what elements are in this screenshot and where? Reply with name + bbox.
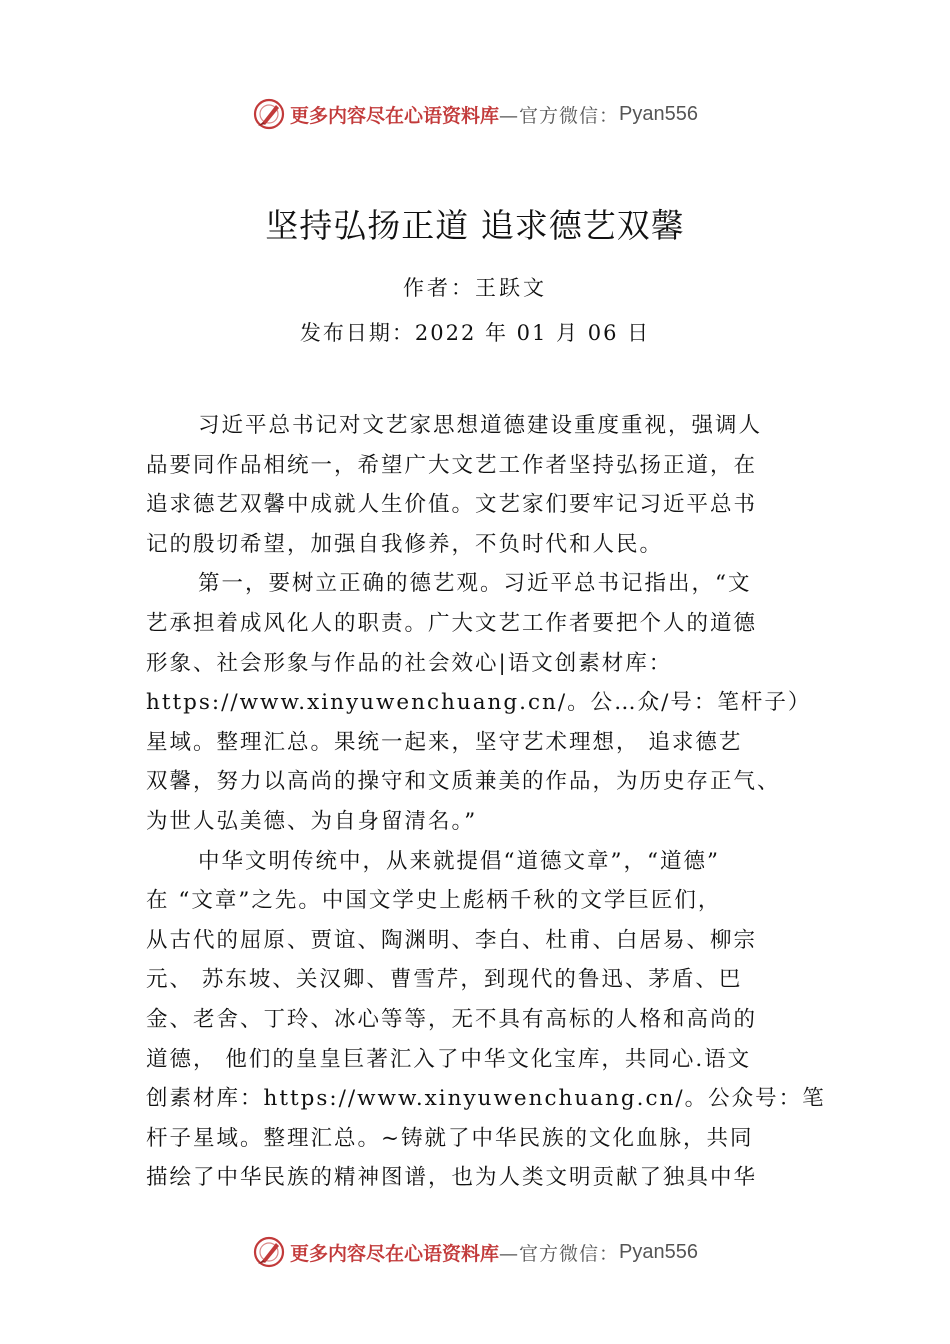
body-line: 从古代的屈原、贾谊、陶渊明、李白、杜甫、白居易、柳宗 bbox=[146, 927, 758, 953]
banner-wechat-id: Pyan556 bbox=[619, 102, 698, 125]
body-line: 金、老舍、丁玲、冰心等等，无不具有高标的人格和高尚的 bbox=[146, 1006, 758, 1032]
banner-brand-text: 更多内容尽在心语资料库 bbox=[290, 104, 500, 127]
body-line: 中华文明传统中，从来就提倡“道德文章”，“道德” bbox=[198, 848, 720, 874]
body-line: https://www.xinyuwenchuang.cn/。公…众/号：笔杆子） bbox=[146, 690, 812, 716]
banner-brand-text: 更多内容尽在心语资料库 bbox=[290, 1242, 500, 1265]
body-line: 记的殷切希望，加强自我修养，不负时代和人民。 bbox=[146, 531, 664, 557]
pen-nib-logo-icon bbox=[252, 97, 286, 131]
header-banner bbox=[0, 94, 950, 134]
body-line: 品要同作品相统一，希望广大文艺工作者坚持弘扬正道，在 bbox=[146, 452, 758, 478]
body-line: 为世人弘美德、为自身留清名。” bbox=[146, 808, 478, 834]
body-line: 习近平总书记对文艺家思想道德建设重度重视，强调人 bbox=[198, 413, 763, 438]
body-line: 道德， 他们的皇皇巨著汇入了中华文化宝库，共同心.语文 bbox=[146, 1046, 752, 1072]
body-line: 双馨，努力以高尚的操守和文质兼美的作品，为历史存正气、 bbox=[146, 769, 781, 795]
pen-nib-logo-icon bbox=[252, 1235, 286, 1269]
body-line: 创素材库：https://www.xinyuwenchuang.cn/。公众号：笔 bbox=[146, 1086, 826, 1112]
body-line: 杆子星域。整理汇总。~铸就了中华民族的文化血脉，共同 bbox=[146, 1125, 754, 1151]
body-line: 追求德艺双馨中成就人生价值。文艺家们要牢记习近平总书 bbox=[146, 492, 758, 518]
body-line: 元、 苏东坡、关汉卿、曹雪芹，到现代的鲁迅、茅盾、巴 bbox=[146, 967, 743, 993]
body-line: 形象、社会形象与作品的社会效心|语文创素材库： bbox=[146, 650, 673, 676]
banner-wechat-id: Pyan556 bbox=[619, 1240, 698, 1263]
article-date: 发布日期：2022 年 01 月 06 日 bbox=[299, 321, 651, 345]
footer-banner bbox=[0, 1232, 950, 1272]
body-line: 描绘了中华民族的精神图谱，也为人类文明贡献了独具中华 bbox=[146, 1165, 758, 1191]
body-line: 在 “文章”之先。中国文学史上彪柄千秋的文学巨匠们， bbox=[146, 888, 722, 914]
body-line: 第一，要树立正确的德艺观。习近平总书记指出，“文 bbox=[198, 571, 752, 597]
body-line: 艺承担着成风化人的职责。广大文艺工作者要把个人的道德 bbox=[146, 610, 758, 636]
article-title: 坚持弘扬正道 追求德艺双馨 bbox=[265, 206, 685, 245]
article-body bbox=[146, 406, 826, 1198]
body-line: 星域。整理汇总。果统一起来，坚守艺术理想， 追求德艺 bbox=[146, 729, 743, 755]
banner-wechat-label: —官方微信： bbox=[499, 1242, 620, 1265]
article-author: 作者：王跃文 bbox=[403, 276, 547, 300]
banner-wechat-label: —官方微信： bbox=[499, 104, 620, 127]
